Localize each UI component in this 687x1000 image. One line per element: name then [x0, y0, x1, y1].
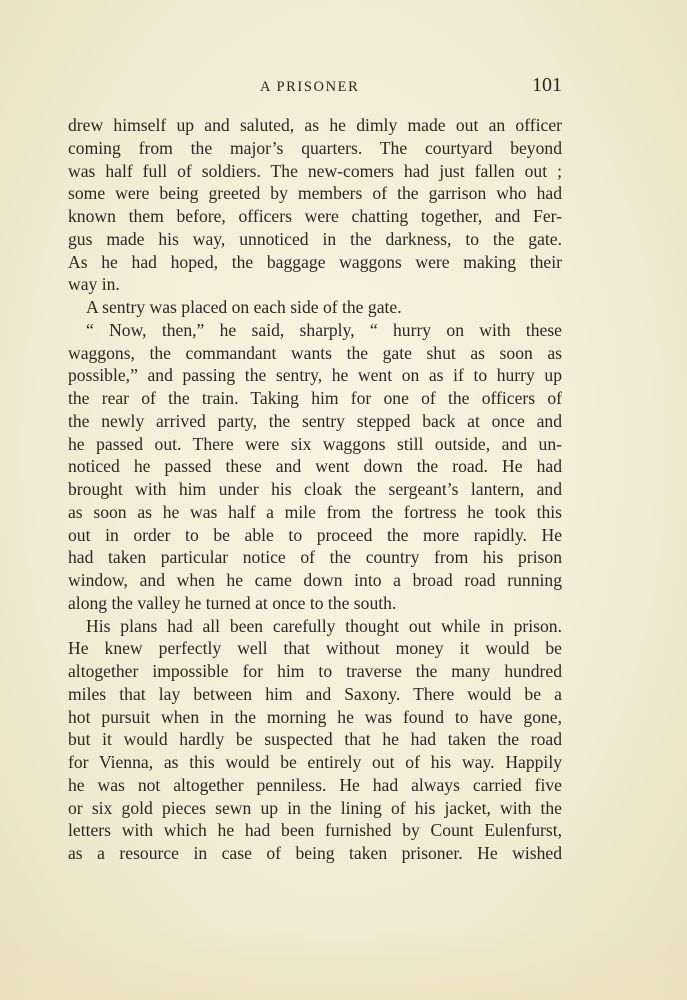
text-line: altogether impossible for him to traverse the many hundred: [68, 661, 562, 681]
text-line: way in.: [68, 274, 120, 295]
text-line: hot pursuit when in the morning he was found to have gone,: [68, 706, 562, 727]
text-line: he was not altogether penniless. He had always carried five: [68, 774, 562, 795]
text-line: along the valley he turned at once to the south.: [68, 592, 397, 613]
running-header: [68, 74, 562, 100]
text-line: was half full of soldiers. The new-comers had just fallen out ;: [68, 160, 562, 181]
running-title: A PRISONER: [260, 79, 360, 95]
text-line: noticed he passed these and went down the road. He had: [68, 456, 562, 477]
text-line: had taken particular notice of the country from his prison: [68, 547, 562, 568]
text-line: waggons, the commandant wants the gate shut as soon as: [68, 342, 562, 363]
text-line: gus made his way, unnoticed in the darkness, to the gate.: [68, 228, 562, 249]
text-line: but it would hardly be suspected that he had taken the road: [68, 729, 562, 750]
body-text: [68, 114, 562, 865]
text-line: for Vienna, as this would be entirely out of his way. Happily: [68, 752, 562, 772]
page-discoloration: [0, 930, 687, 1000]
text-line: window, and when he came down into a broad road running: [68, 570, 562, 590]
text-line: he passed out. There were six waggons still outside, and un-: [68, 433, 562, 454]
text-line: some were being greeted by members of the garrison who had: [68, 183, 562, 204]
text-line: or six gold pieces sewn up in the lining of his jacket, with the: [68, 797, 562, 818]
text-line: drew himself up and saluted, as he dimly made out an officer: [68, 115, 562, 135]
text-line: He knew perfectly well that without money it would be: [68, 638, 562, 659]
text-line: As he had hoped, the baggage waggons were making their: [68, 251, 562, 272]
text-line: letters with which he had been furnished by Count Eulenfurst,: [68, 820, 562, 841]
page-number: 101: [532, 74, 562, 96]
text-line: possible,” and passing the sentry, he went on as if to hurry up: [68, 365, 562, 386]
text-line: brought with him under his cloak the sergeant’s lantern, and: [68, 479, 562, 499]
text-line: A sentry was placed on each side of the gate.: [86, 297, 402, 317]
text-line: the newly arrived party, the sentry stepped back at once and: [68, 410, 562, 431]
text-line: His plans had all been carefully thought out while in prison.: [86, 615, 562, 636]
text-line: coming from the major’s quarters. The courtyard beyond: [68, 137, 562, 158]
text-line: as soon as he was half a mile from the fortress he took this: [68, 501, 562, 522]
text-line: out in order to be able to proceed the more rapidly. He: [68, 524, 562, 545]
text-line: “ Now, then,” he said, sharply, “ hurry on with these: [86, 319, 562, 340]
text-line: known them before, officers were chatting together, and Fer-: [68, 206, 562, 226]
text-line: as a resource in case of being taken prisoner. He wished: [68, 843, 562, 863]
text-line: the rear of the train. Taking him for one of the officers of: [68, 388, 562, 408]
text-line: miles that lay between him and Saxony. There would be a: [68, 683, 562, 704]
